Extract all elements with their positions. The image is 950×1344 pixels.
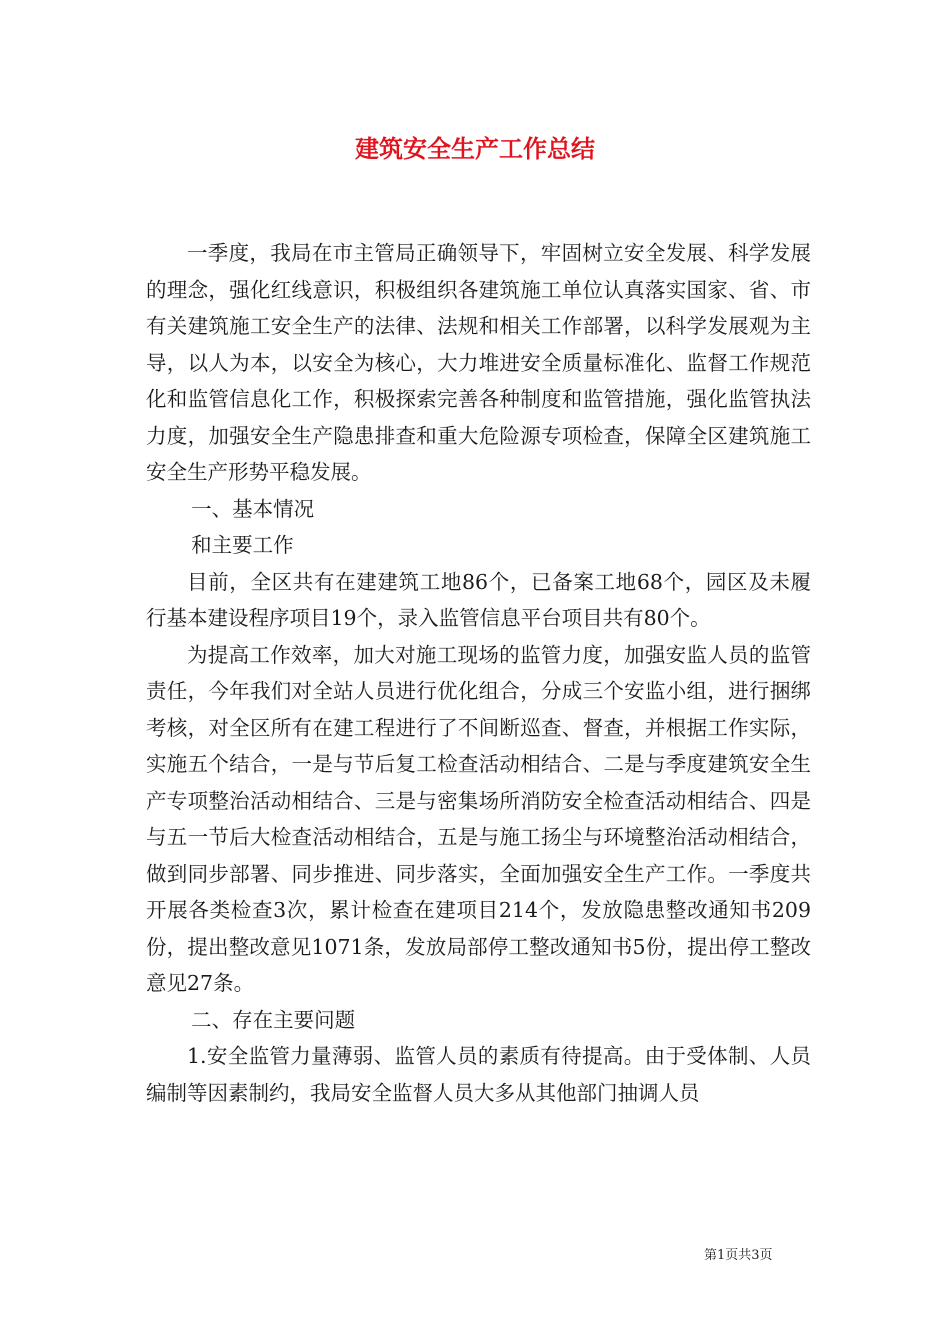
section-heading-problems: 二、存在主要问题 bbox=[191, 1007, 356, 1032]
document-title: 建筑安全生产工作总结 bbox=[355, 134, 595, 163]
section-heading-basic-continued: 和主要工作 bbox=[191, 533, 294, 557]
section-heading-basic: 一、基本情况 bbox=[191, 496, 315, 521]
page-indicator: 第1页共3页 bbox=[704, 1248, 773, 1263]
paragraph-site-stats: 目前，全区共有在建建筑工地86个，已备案工地68个，园区及未履行基本建设程序项目19个，录入监管信息平台项目共有80个。 bbox=[146, 569, 811, 630]
paragraph-intro: 一季度，我局在市主管局正确领导下，牢固树立安全发展、科学发展的理念，强化红线意识，积极组织各建筑施工单位认真落实国家、省、市有关建筑施工安全生产的法律、法规和相关工作部署，以科学发展观为主导，以人为本，以安全为核心，大力堆进安全质量标准化、监督工作规范化和监管信息化工作，积极探索完善各种制度和监管措施，强化监管执法力度，加强安全生产隐患排查和重大危险源专项检查，保障全区建筑施工安全生产形势平稳发展。 bbox=[146, 241, 811, 484]
paragraph-inspection-work: 为提高工作效率，加大对施工现场的监管力度，加强安监人员的监管责任，今年我们对全站人员进行优化组合，分成三个安监小组，进行捆绑考核，对全区所有在建工程进行了不间断巡查、督查，并根据工作实际，实施五个结合，一是与节后复工检查活动相结合、二是与季度建筑安全生产专项整治活动相结合、三是与密集场所消防安全检查活动相结合、四是与五一节后大检查活动相结合，五是与施工扬尘与环境整治活动相结合，做到同步部署、同步推进、同步落实，全面加强安全生产工作。一季度共开展各类检查3次，累计检查在建项目214个，发放隐患整改通知书209份，提出整改意见1071条，发放局部停工整改通知书5份，提出停工整改意见27条。 bbox=[146, 642, 811, 995]
paragraph-problem-1: 1.安全监管力量薄弱、监管人员的素质有待提高。由于受体制、人员编制等因素制约，我局安全监督人员大多从其他部门抽调人员 bbox=[146, 1044, 811, 1105]
document-body bbox=[146, 235, 811, 1111]
